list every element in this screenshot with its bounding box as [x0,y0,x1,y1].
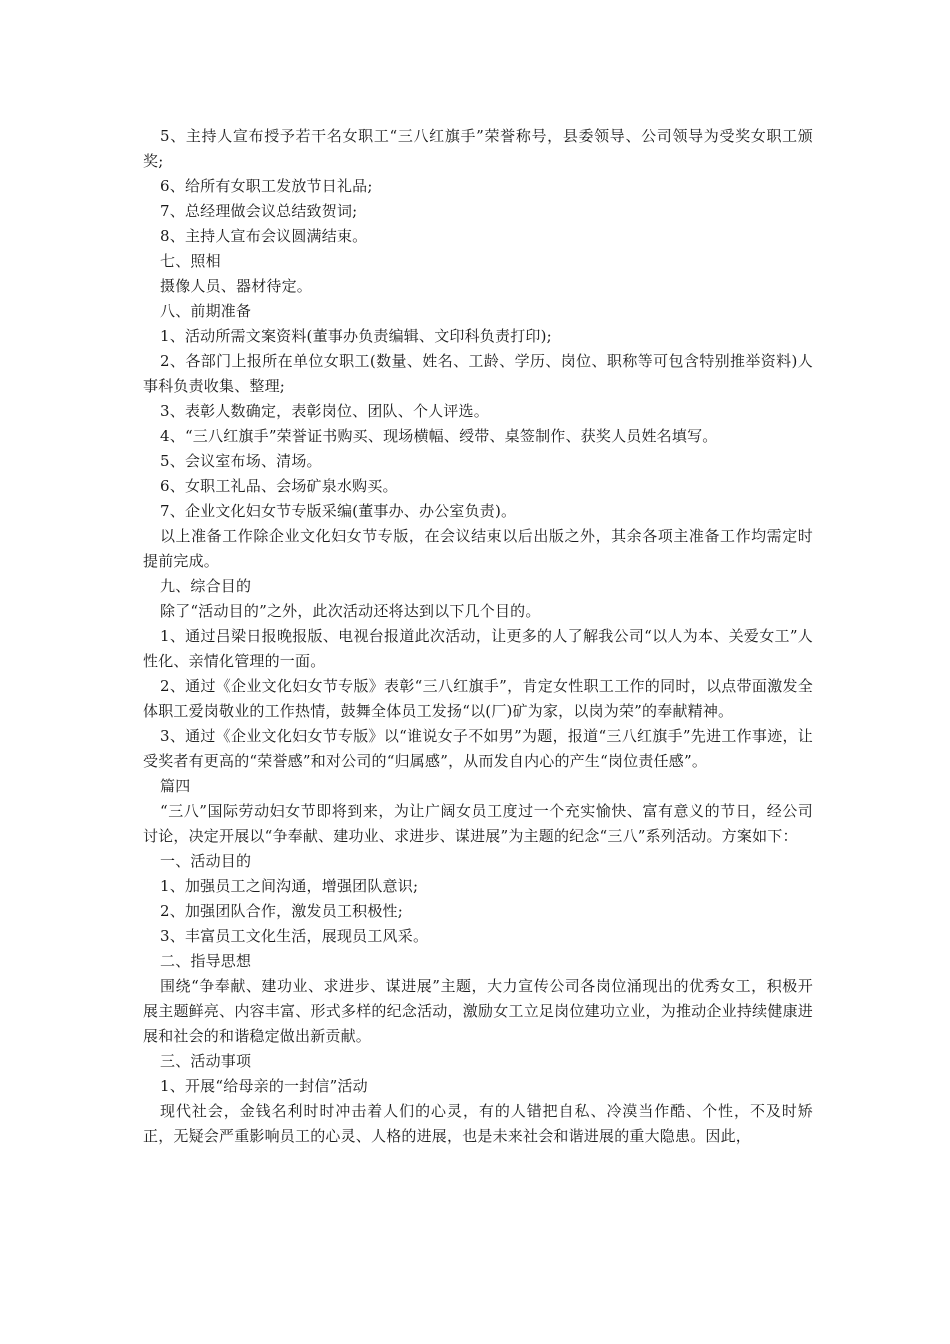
paragraph-1: 5、主持人宣布授予若干名女职工“三八红旗手”荣誉称号，县委领导、公司领导为受奖女职工颁奖; [143,127,813,170]
paragraph-30: 1、开展“给母亲的一封信”活动 [160,1077,368,1095]
section-heading-photo: 七、照相 [160,252,221,270]
paragraph-9: 2、各部门上报所在单位女职工(数量、姓名、工龄、学历、岗位、职称等可包含特别推举资料)人事科负责收集、整理; [143,352,813,395]
paragraph-15: 以上准备工作除企业文化妇女节专版，在会议结束以后出版之外，其余各项主准备工作均需定时提前完成。 [143,527,813,570]
paragraph-8: 1、活动所需文案资料(董事办负责编辑、文印科负责打印); [160,327,552,345]
paragraph-25: 2、加强团队合作，激发员工积极性; [160,902,403,920]
paragraph-13: 6、女职工礼品、会场矿泉水购买。 [160,477,398,495]
paragraph-31: 现代社会，金钱名利时时冲击着人们的心灵，有的人错把自私、冷漠当作酷、个性，不及时矫正，无疑会严重影响员工的心灵、人格的进展，也是未来社会和谐进展的重大隐患。因此， [143,1102,813,1145]
chapter-heading: 篇四 [160,777,191,795]
paragraph-17: 除了“活动目的”之外，此次活动还将达到以下几个目的。 [160,602,541,620]
paragraph-24: 1、加强员工之间沟通，增强团队意识; [160,877,419,895]
section-heading-preparation: 八、前期准备 [160,302,252,320]
section-heading-guidance: 二、指导思想 [160,952,252,970]
section-heading-activities: 三、活动事项 [160,1052,252,1070]
paragraph-3: 7、总经理做会议总结致贺词; [160,202,358,220]
paragraph-28: 围绕“争奉献、建功业、求进步、谋进展”主题，大力宣传公司各岗位涌现出的优秀女工，积极开展主题鲜亮、内容丰富、形式多样的纪念活动，激励女工立足岗位建功立业，为推动企业持续健康进展和社会的和谐稳定做出新贡献。 [143,977,813,1045]
paragraph-18: 1、通过吕梁日报晚报版、电视台报道此次活动，让更多的人了解我公司“以人为本、关爱女工”人性化、亲情化管理的一面。 [143,627,813,670]
section-heading-purpose: 一、活动目的 [160,852,252,870]
paragraph-19: 2、通过《企业文化妇女节专版》表彰“三八红旗手”，肯定女性职工工作的同时，以点带面激发全体职工爱岗敬业的工作热情，鼓舞全体员工发扬“以(厂)矿为家，以岗为荣”的奉献精神。 [143,677,813,720]
paragraph-12: 5、会议室布场、清场。 [160,452,322,470]
paragraph-20: 3、通过《企业文化妇女节专版》以“谁说女子不如男”为题，报道“三八红旗手”先进工作事迹，让受奖者有更高的“荣誉感”和对公司的“归属感”，从而发自内心的产生“岗位责任感”。 [143,727,813,770]
paragraph-10: 3、表彰人数确定，表彰岗位、团队、个人评选。 [160,402,489,420]
paragraph-4: 8、主持人宣布会议圆满结束。 [160,227,368,245]
document-body [143,124,813,1149]
paragraph-26: 3、丰富员工文化生活，展现员工风采。 [160,927,429,945]
paragraph-22: “三八”国际劳动妇女节即将到来，为让广阔女员工度过一个充实愉快、富有意义的节日，经公司讨论，决定开展以“争奉献、建功业、求进步、谋进展”为主题的纪念“三八”系列活动。方案如下： [143,802,813,845]
paragraph-2: 6、给所有女职工发放节日礼品; [160,177,373,195]
paragraph-14: 7、企业文化妇女节专版采编(董事办、办公室负责)。 [160,502,517,520]
section-heading-goals: 九、综合目的 [160,577,252,595]
paragraph-6: 摄像人员、器材待定。 [160,277,313,295]
paragraph-11: 4、“三八红旗手”荣誉证书购买、现场横幅、绶带、桌签制作、获奖人员姓名填写。 [160,427,718,445]
